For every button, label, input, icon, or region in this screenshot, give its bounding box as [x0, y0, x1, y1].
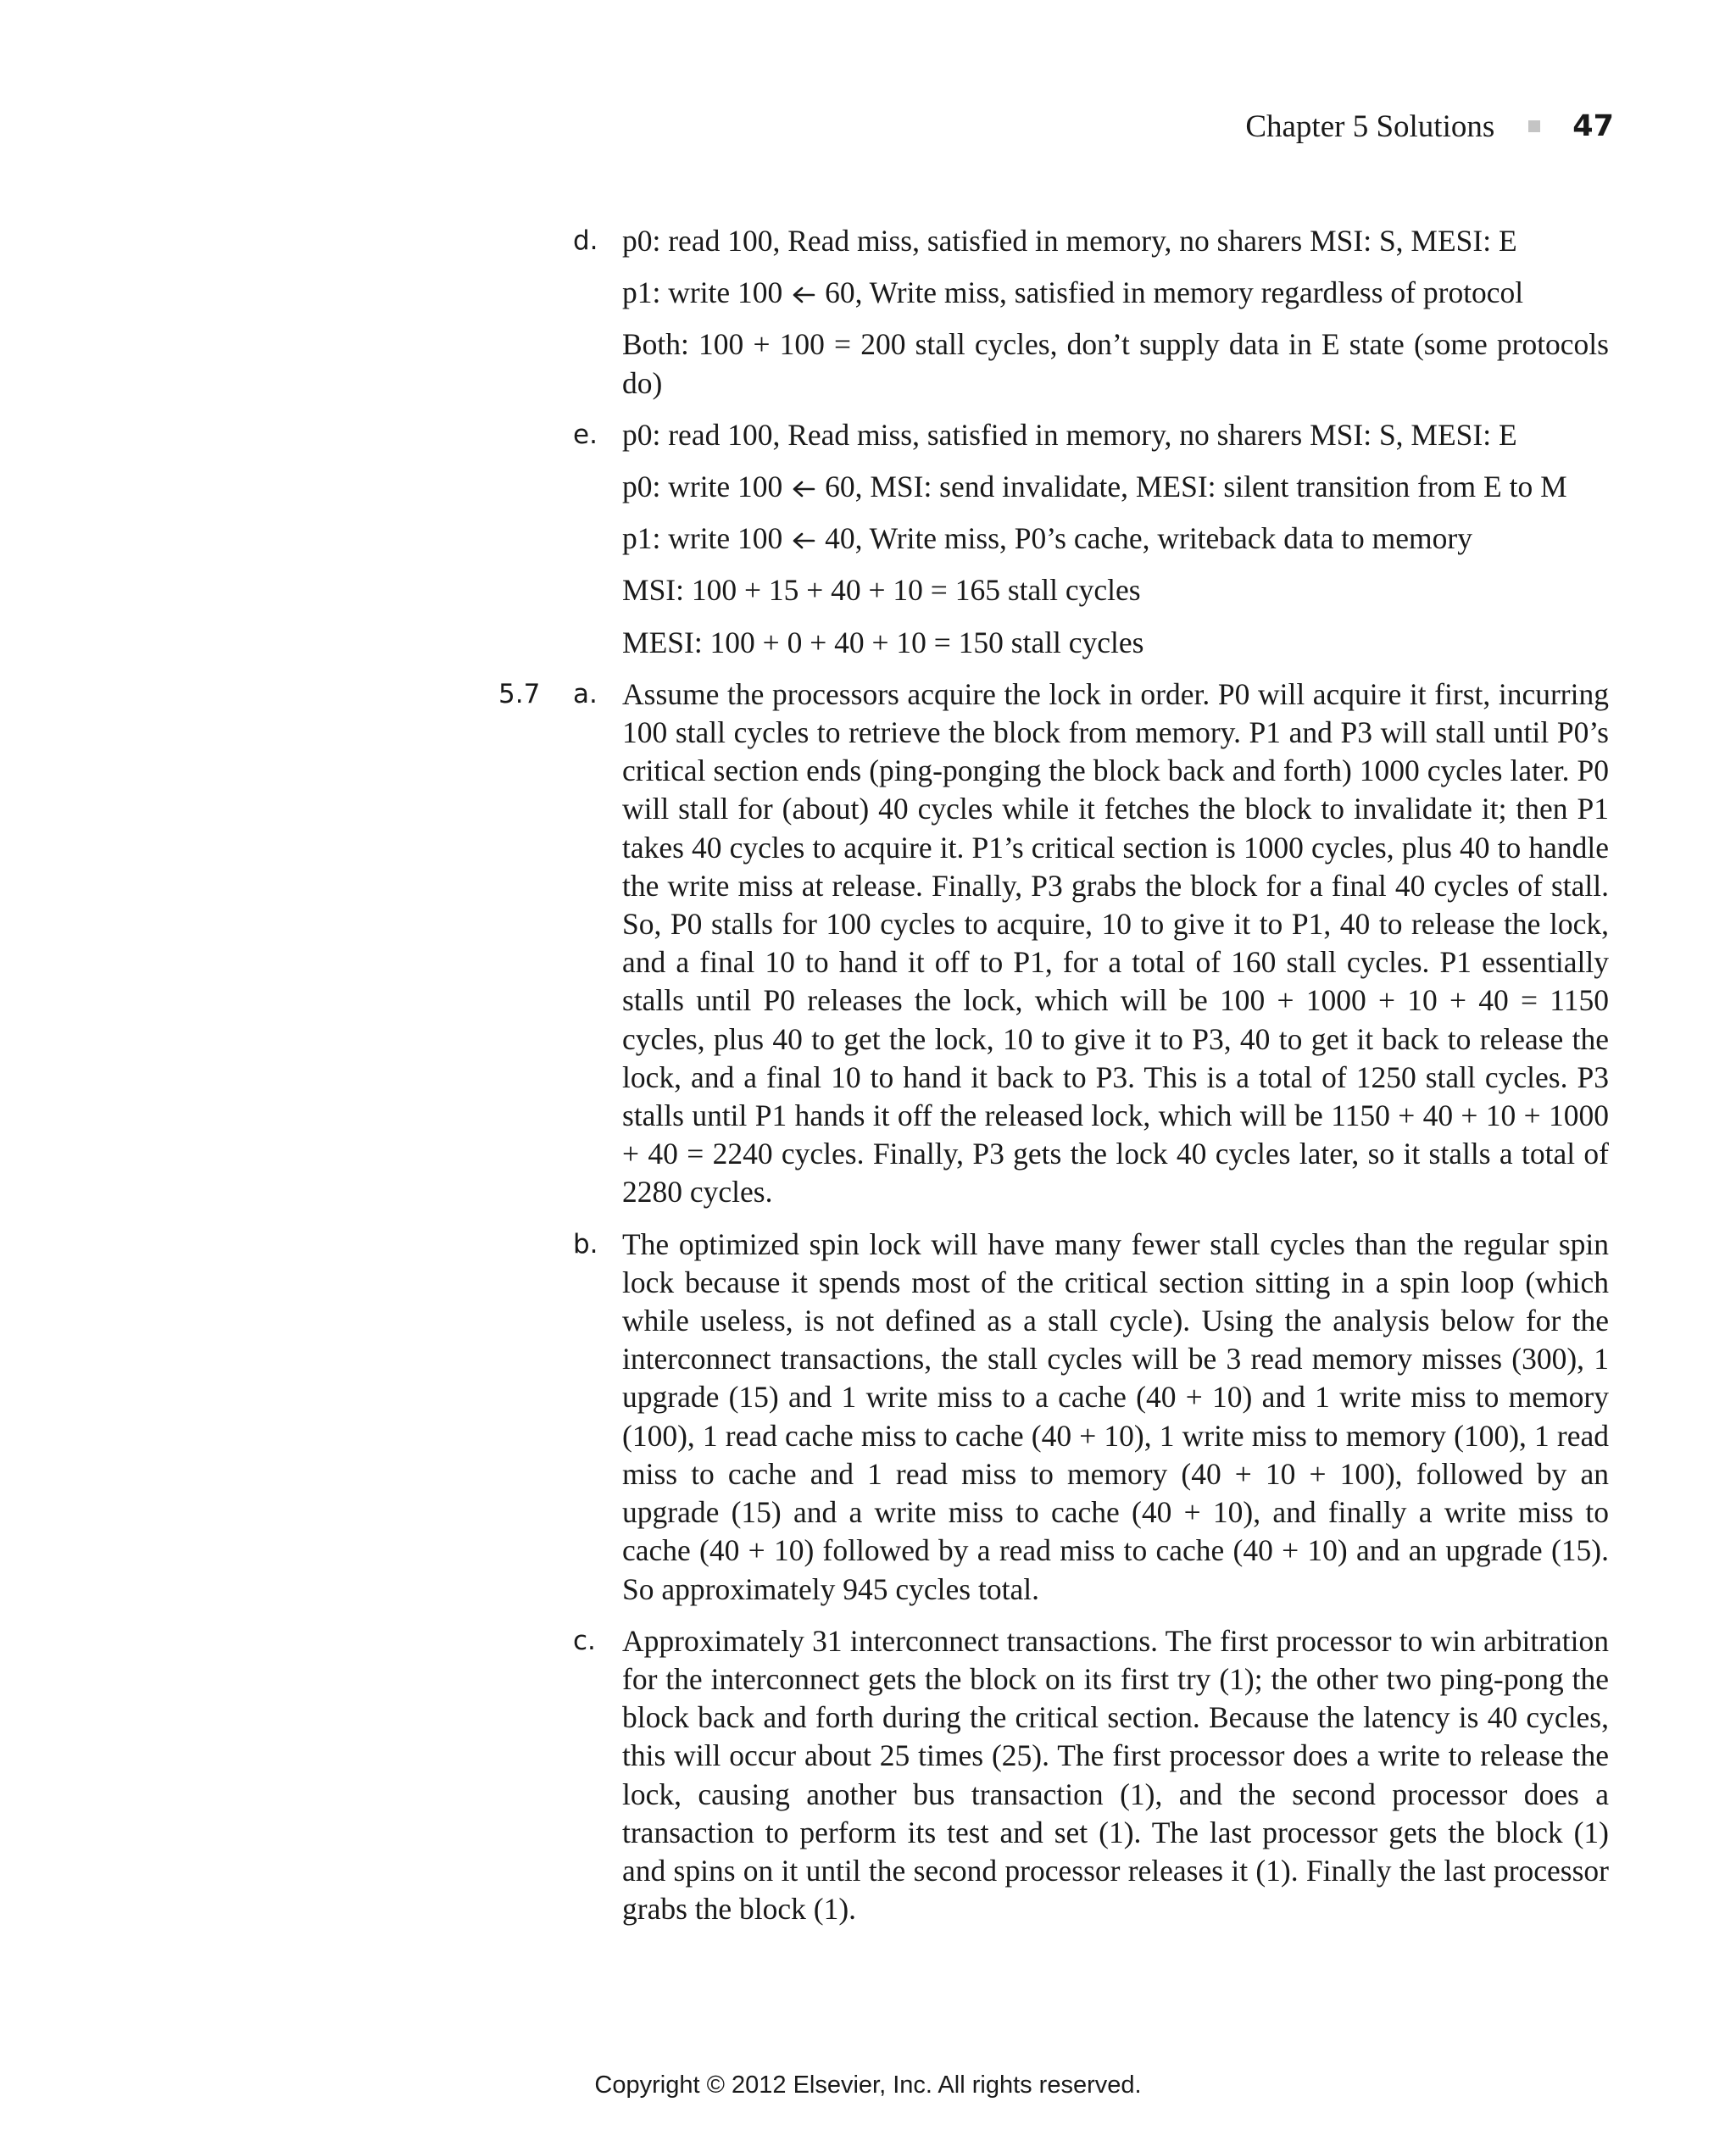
part-e-line-3-post: 40, Write miss, P0’s cache, writeback data to memory: [825, 521, 1472, 556]
part-e-line-3: [0, 520, 1736, 558]
problem-5-7-part-c: [0, 1622, 1736, 1929]
page-header: [1245, 105, 1614, 147]
part-d-line-2: [0, 274, 1736, 312]
left-arrow-icon: [792, 532, 815, 549]
part-a-label: a.: [573, 678, 598, 709]
problem-number: 5.7: [498, 678, 541, 709]
page-number: 47: [1572, 109, 1614, 143]
copyright-footer: Copyright © 2012 Elsevier, Inc. All rights reserved.: [594, 2071, 1142, 2099]
part-e-line-1: [0, 416, 1736, 454]
problem-5-7-part-a: [0, 676, 1736, 1212]
left-arrow-icon: [792, 286, 815, 303]
page-body: [0, 222, 1736, 1942]
square-bullet-icon: [1528, 120, 1540, 132]
part-e-line-2: [0, 468, 1736, 506]
part-d-line-1-text: p0: read 100, Read miss, satisfied in memory, no sharers MSI: S, MESI: E: [622, 224, 1517, 258]
part-e-line-1-text: p0: read 100, Read miss, satisfied in memory, no sharers MSI: S, MESI: E: [622, 417, 1517, 452]
part-e-line-3-pre: p1: write 100: [622, 521, 783, 556]
part-c-text: Approximately 31 interconnect transactions. The first processor to win arbitration for the interconnect gets the block on its first try (1); the other two ping-pong the block back and forth during the critical section. Because the latency is 40 cycles, this will occur about 25 times (25). The first processor does a write to release the lock, causing another bus transaction (1), and the second processor does a transaction to perform its test and set (1). The last processor gets the block (1) and spins on it until the second processor releases it (1). Finally the last processor grabs the block (1).: [622, 1623, 1609, 1927]
part-e-line-4-text: MSI: 100 + 15 + 40 + 10 = 165 stall cycles: [622, 573, 1141, 608]
part-b-text: The optimized spin lock will have many fewer stall cycles than the regular spin lock because it spends most of the critical section sitting in a spin loop (which while useless, is not defined as a stall cycle). Using the analysis below for the interconnect transactions, the stall cycles will be 3 read memory misses (300), 1 upgrade (15) and 1 write miss to a cache (40 + 10) and 1 write miss to memory (100), 1 read cache miss to cache (40 + 10), 1 write miss to memory (100), 1 read miss to cache and 1 read miss to memory (40 + 10 + 100), followed by an upgrade (15) and a write miss to cache (40 + 10), and finally a write miss to cache (40 + 10) followed by a read miss to cache (40 + 10) and an upgrade (15). So approximately 945 cycles total.: [622, 1226, 1609, 1606]
part-a-text: Assume the processors acquire the lock in order. P0 will acquire it first, incurring 100 stall cycles to retrieve the block from memory. P1 and P3 will stall until P0’s critical section ends (ping-ponging the block back and forth) 1000 cycles later. P0 will stall for (about) 40 cycles while it fetches the block to invalidate it; then P1 takes 40 cycles to acquire it. P1’s critical section is 1000 cycles, plus 40 to handle the write miss at release. Finally, P3 grabs the block for a final 40 cycles of stall. So, P0 stalls for 100 cycles to acquire, 10 to give it to P1, 40 to release the lock, and a final 10 to hand it off to P1, for a total of 160 stall cycles. P1 essentially stalls until P0 releases the lock, which will be 100 + 1000 + 10 + 40 = 1150 cycles, plus 40 to get the lock, 10 to give it to P3, 40 to get it back to release the lock, and a final 10 to hand it back to P3. This is a total of 1250 stall cycles. P3 stalls until P1 hands it off the released lock, which will be 1150 + 40 + 10 + 1000 + 40 = 2240 cycles. Finally, P3 gets the lock 40 cycles later, so it stalls a total of 2280 cycles.: [622, 676, 1609, 1210]
part-d-line-3: [0, 325, 1736, 402]
chapter-title: Chapter 5 Solutions: [1245, 108, 1495, 144]
part-e-label: e.: [573, 419, 598, 450]
part-d-label: d.: [573, 225, 598, 256]
part-c-label: c.: [573, 1625, 596, 1656]
part-e-line-4: [0, 571, 1736, 609]
part-e-line-2-post: 60, MSI: send invalidate, MESI: silent transition from E to M: [825, 470, 1567, 504]
problem-5-7-part-b: [0, 1226, 1736, 1609]
part-d-line-2-post: 60, Write miss, satisfied in memory regardless of protocol: [825, 275, 1524, 310]
part-e-line-5: [0, 624, 1736, 662]
part-d-line-3-text: Both: 100 + 100 = 200 stall cycles, don’t supply data in E state (some protocols do): [622, 327, 1609, 400]
part-b-label: b.: [573, 1228, 598, 1260]
part-d-line-2-pre: p1: write 100: [622, 275, 783, 310]
left-arrow-icon: [792, 481, 815, 498]
part-d-line-1: [0, 222, 1736, 260]
part-e-line-2-pre: p0: write 100: [622, 470, 783, 504]
part-e-line-5-text: MESI: 100 + 0 + 40 + 10 = 150 stall cycles: [622, 625, 1144, 659]
